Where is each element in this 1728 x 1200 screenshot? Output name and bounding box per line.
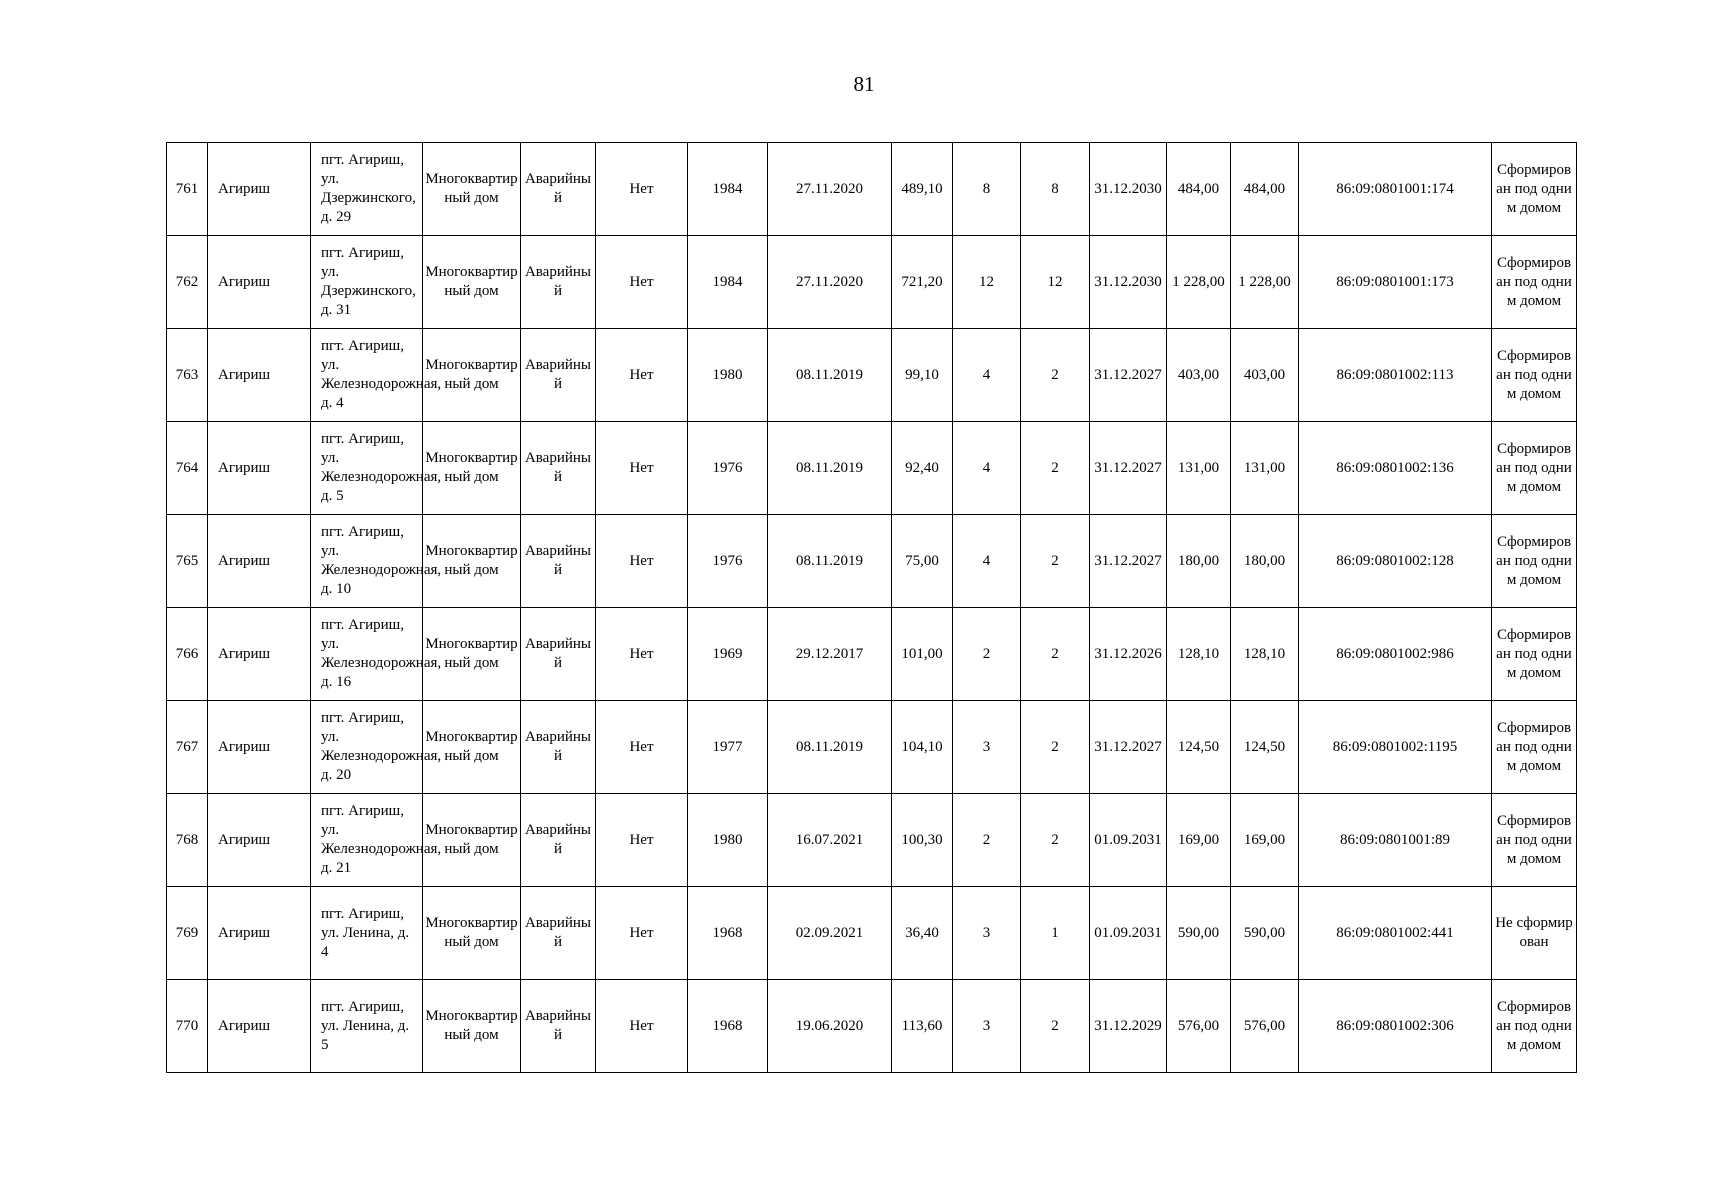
cell-address: пгт. Агириш, ул. Железнодорожная, д. 10 <box>311 515 423 608</box>
table-row <box>167 794 1577 887</box>
cell-build-year: 1976 <box>688 422 768 515</box>
cell-land-status: Сформирован под одним домом <box>1492 422 1577 515</box>
cell-flag: Нет <box>596 887 688 980</box>
cell-building-type: Многоквартирный дом <box>423 794 521 887</box>
cell-address: пгт. Агириш, ул. Железнодорожная, д. 4 <box>311 329 423 422</box>
cell-units-count: 2 <box>1021 515 1090 608</box>
cell-land-area-total: 169,00 <box>1231 794 1299 887</box>
cell-building-type: Многоквартирный дом <box>423 515 521 608</box>
cell-settlement: Агириш <box>208 980 311 1073</box>
cell-land-status: Сформирован под одним домом <box>1492 143 1577 236</box>
cell-decision-date: 08.11.2019 <box>768 422 892 515</box>
cell-land-status: Сформирован под одним домом <box>1492 329 1577 422</box>
cell-units-count: 2 <box>1021 608 1090 701</box>
cell-land-area: 576,00 <box>1167 980 1231 1073</box>
cell-build-year: 1969 <box>688 608 768 701</box>
cell-decision-date: 16.07.2021 <box>768 794 892 887</box>
table-row <box>167 236 1577 329</box>
cell-resettlement-deadline: 31.12.2027 <box>1090 329 1167 422</box>
cell-living-area: 721,20 <box>892 236 953 329</box>
cell-row-number: 765 <box>167 515 208 608</box>
cell-resettlement-deadline: 31.12.2029 <box>1090 980 1167 1073</box>
cell-settlement: Агириш <box>208 422 311 515</box>
cell-residents-count: 2 <box>953 794 1021 887</box>
cell-land-area-total: 131,00 <box>1231 422 1299 515</box>
cell-condition: Аварийный <box>521 422 596 515</box>
cell-condition: Аварийный <box>521 701 596 794</box>
table-row <box>167 887 1577 980</box>
cell-condition: Аварийный <box>521 794 596 887</box>
cell-land-area-total: 180,00 <box>1231 515 1299 608</box>
cell-cadastral-number: 86:09:0801002:986 <box>1299 608 1492 701</box>
cell-flag: Нет <box>596 422 688 515</box>
cell-build-year: 1977 <box>688 701 768 794</box>
cell-cadastral-number: 86:09:0801001:89 <box>1299 794 1492 887</box>
cell-land-area-total: 128,10 <box>1231 608 1299 701</box>
cell-resettlement-deadline: 31.12.2027 <box>1090 515 1167 608</box>
cell-row-number: 766 <box>167 608 208 701</box>
cell-decision-date: 27.11.2020 <box>768 236 892 329</box>
cell-build-year: 1984 <box>688 236 768 329</box>
cell-row-number: 768 <box>167 794 208 887</box>
cell-cadastral-number: 86:09:0801001:173 <box>1299 236 1492 329</box>
cell-land-area: 484,00 <box>1167 143 1231 236</box>
cell-condition: Аварийный <box>521 236 596 329</box>
cell-land-area: 169,00 <box>1167 794 1231 887</box>
cell-address: пгт. Агириш, ул. Железнодорожная, д. 20 <box>311 701 423 794</box>
cell-units-count: 2 <box>1021 980 1090 1073</box>
table-row <box>167 515 1577 608</box>
cell-flag: Нет <box>596 236 688 329</box>
table-row <box>167 701 1577 794</box>
cell-cadastral-number: 86:09:0801001:174 <box>1299 143 1492 236</box>
cell-row-number: 761 <box>167 143 208 236</box>
cell-residents-count: 3 <box>953 701 1021 794</box>
cell-residents-count: 4 <box>953 422 1021 515</box>
cell-land-area-total: 124,50 <box>1231 701 1299 794</box>
cell-living-area: 100,30 <box>892 794 953 887</box>
cell-decision-date: 02.09.2021 <box>768 887 892 980</box>
cell-land-area-total: 403,00 <box>1231 329 1299 422</box>
cell-condition: Аварийный <box>521 980 596 1073</box>
cell-settlement: Агириш <box>208 236 311 329</box>
cell-build-year: 1976 <box>688 515 768 608</box>
cell-decision-date: 27.11.2020 <box>768 143 892 236</box>
cell-resettlement-deadline: 01.09.2031 <box>1090 887 1167 980</box>
cell-settlement: Агириш <box>208 329 311 422</box>
cell-build-year: 1968 <box>688 887 768 980</box>
cell-condition: Аварийный <box>521 143 596 236</box>
cell-building-type: Многоквартирный дом <box>423 980 521 1073</box>
cell-build-year: 1968 <box>688 980 768 1073</box>
cell-cadastral-number: 86:09:0801002:128 <box>1299 515 1492 608</box>
cell-row-number: 769 <box>167 887 208 980</box>
cell-land-area: 124,50 <box>1167 701 1231 794</box>
cell-resettlement-deadline: 31.12.2027 <box>1090 701 1167 794</box>
cell-residents-count: 4 <box>953 329 1021 422</box>
cell-land-area: 403,00 <box>1167 329 1231 422</box>
cell-decision-date: 08.11.2019 <box>768 515 892 608</box>
cell-living-area: 75,00 <box>892 515 953 608</box>
table-row <box>167 143 1577 236</box>
cell-settlement: Агириш <box>208 794 311 887</box>
cell-land-status: Сформирован под одним домом <box>1492 794 1577 887</box>
cell-build-year: 1984 <box>688 143 768 236</box>
cell-land-status: Сформирован под одним домом <box>1492 608 1577 701</box>
table-body <box>167 143 1577 1073</box>
cell-flag: Нет <box>596 980 688 1073</box>
cell-living-area: 101,00 <box>892 608 953 701</box>
cell-address: пгт. Агириш, ул. Железнодорожная, д. 16 <box>311 608 423 701</box>
cell-flag: Нет <box>596 515 688 608</box>
housing-registry-table <box>166 142 1577 1073</box>
cell-settlement: Агириш <box>208 608 311 701</box>
table-row <box>167 608 1577 701</box>
cell-building-type: Многоквартирный дом <box>423 608 521 701</box>
cell-flag: Нет <box>596 794 688 887</box>
cell-living-area: 104,10 <box>892 701 953 794</box>
cell-build-year: 1980 <box>688 794 768 887</box>
cell-cadastral-number: 86:09:0801002:1195 <box>1299 701 1492 794</box>
cell-building-type: Многоквартирный дом <box>423 422 521 515</box>
cell-land-status: Сформирован под одним домом <box>1492 515 1577 608</box>
cell-flag: Нет <box>596 608 688 701</box>
cell-row-number: 770 <box>167 980 208 1073</box>
cell-living-area: 92,40 <box>892 422 953 515</box>
cell-units-count: 1 <box>1021 887 1090 980</box>
cell-building-type: Многоквартирный дом <box>423 143 521 236</box>
cell-land-status: Не сформирован <box>1492 887 1577 980</box>
cell-land-area-total: 1 228,00 <box>1231 236 1299 329</box>
cell-residents-count: 12 <box>953 236 1021 329</box>
cell-condition: Аварийный <box>521 329 596 422</box>
cell-row-number: 762 <box>167 236 208 329</box>
cell-units-count: 12 <box>1021 236 1090 329</box>
cell-residents-count: 8 <box>953 143 1021 236</box>
cell-cadastral-number: 86:09:0801002:136 <box>1299 422 1492 515</box>
cell-cadastral-number: 86:09:0801002:441 <box>1299 887 1492 980</box>
cell-residents-count: 3 <box>953 887 1021 980</box>
cell-resettlement-deadline: 31.12.2026 <box>1090 608 1167 701</box>
cell-land-status: Сформирован под одним домом <box>1492 701 1577 794</box>
cell-condition: Аварийный <box>521 515 596 608</box>
cell-address: пгт. Агириш, ул. Ленина, д. 4 <box>311 887 423 980</box>
table-row <box>167 980 1577 1073</box>
cell-flag: Нет <box>596 143 688 236</box>
cell-land-area: 131,00 <box>1167 422 1231 515</box>
cell-resettlement-deadline: 31.12.2030 <box>1090 143 1167 236</box>
cell-units-count: 8 <box>1021 143 1090 236</box>
cell-units-count: 2 <box>1021 794 1090 887</box>
cell-units-count: 2 <box>1021 422 1090 515</box>
cell-resettlement-deadline: 01.09.2031 <box>1090 794 1167 887</box>
cell-address: пгт. Агириш, ул. Железнодорожная, д. 21 <box>311 794 423 887</box>
cell-residents-count: 4 <box>953 515 1021 608</box>
cell-decision-date: 08.11.2019 <box>768 329 892 422</box>
table-row <box>167 329 1577 422</box>
cell-row-number: 767 <box>167 701 208 794</box>
page-number: 81 <box>853 72 875 96</box>
cell-settlement: Агириш <box>208 143 311 236</box>
cell-land-status: Сформирован под одним домом <box>1492 236 1577 329</box>
cell-address: пгт. Агириш, ул. Дзержинского, д. 31 <box>311 236 423 329</box>
cell-units-count: 2 <box>1021 329 1090 422</box>
cell-building-type: Многоквартирный дом <box>423 236 521 329</box>
cell-residents-count: 2 <box>953 608 1021 701</box>
cell-decision-date: 08.11.2019 <box>768 701 892 794</box>
cell-address: пгт. Агириш, ул. Ленина, д. 5 <box>311 980 423 1073</box>
cell-land-area-total: 590,00 <box>1231 887 1299 980</box>
cell-condition: Аварийный <box>521 887 596 980</box>
cell-building-type: Многоквартирный дом <box>423 701 521 794</box>
cell-condition: Аварийный <box>521 608 596 701</box>
cell-living-area: 489,10 <box>892 143 953 236</box>
table-row <box>167 422 1577 515</box>
cell-land-status: Сформирован под одним домом <box>1492 980 1577 1073</box>
cell-living-area: 113,60 <box>892 980 953 1073</box>
cell-row-number: 763 <box>167 329 208 422</box>
cell-settlement: Агириш <box>208 701 311 794</box>
cell-flag: Нет <box>596 701 688 794</box>
cell-building-type: Многоквартирный дом <box>423 329 521 422</box>
cell-land-area: 128,10 <box>1167 608 1231 701</box>
cell-settlement: Агириш <box>208 887 311 980</box>
cell-settlement: Агириш <box>208 515 311 608</box>
cell-land-area-total: 576,00 <box>1231 980 1299 1073</box>
cell-units-count: 2 <box>1021 701 1090 794</box>
cell-residents-count: 3 <box>953 980 1021 1073</box>
cell-address: пгт. Агириш, ул. Железнодорожная, д. 5 <box>311 422 423 515</box>
cell-build-year: 1980 <box>688 329 768 422</box>
cell-land-area-total: 484,00 <box>1231 143 1299 236</box>
cell-decision-date: 29.12.2017 <box>768 608 892 701</box>
cell-land-area: 1 228,00 <box>1167 236 1231 329</box>
cell-address: пгт. Агириш, ул. Дзержинского, д. 29 <box>311 143 423 236</box>
cell-cadastral-number: 86:09:0801002:306 <box>1299 980 1492 1073</box>
cell-living-area: 36,40 <box>892 887 953 980</box>
cell-resettlement-deadline: 31.12.2027 <box>1090 422 1167 515</box>
cell-resettlement-deadline: 31.12.2030 <box>1090 236 1167 329</box>
cell-flag: Нет <box>596 329 688 422</box>
cell-building-type: Многоквартирный дом <box>423 887 521 980</box>
cell-land-area: 590,00 <box>1167 887 1231 980</box>
cell-living-area: 99,10 <box>892 329 953 422</box>
cell-row-number: 764 <box>167 422 208 515</box>
cell-land-area: 180,00 <box>1167 515 1231 608</box>
cell-cadastral-number: 86:09:0801002:113 <box>1299 329 1492 422</box>
cell-decision-date: 19.06.2020 <box>768 980 892 1073</box>
